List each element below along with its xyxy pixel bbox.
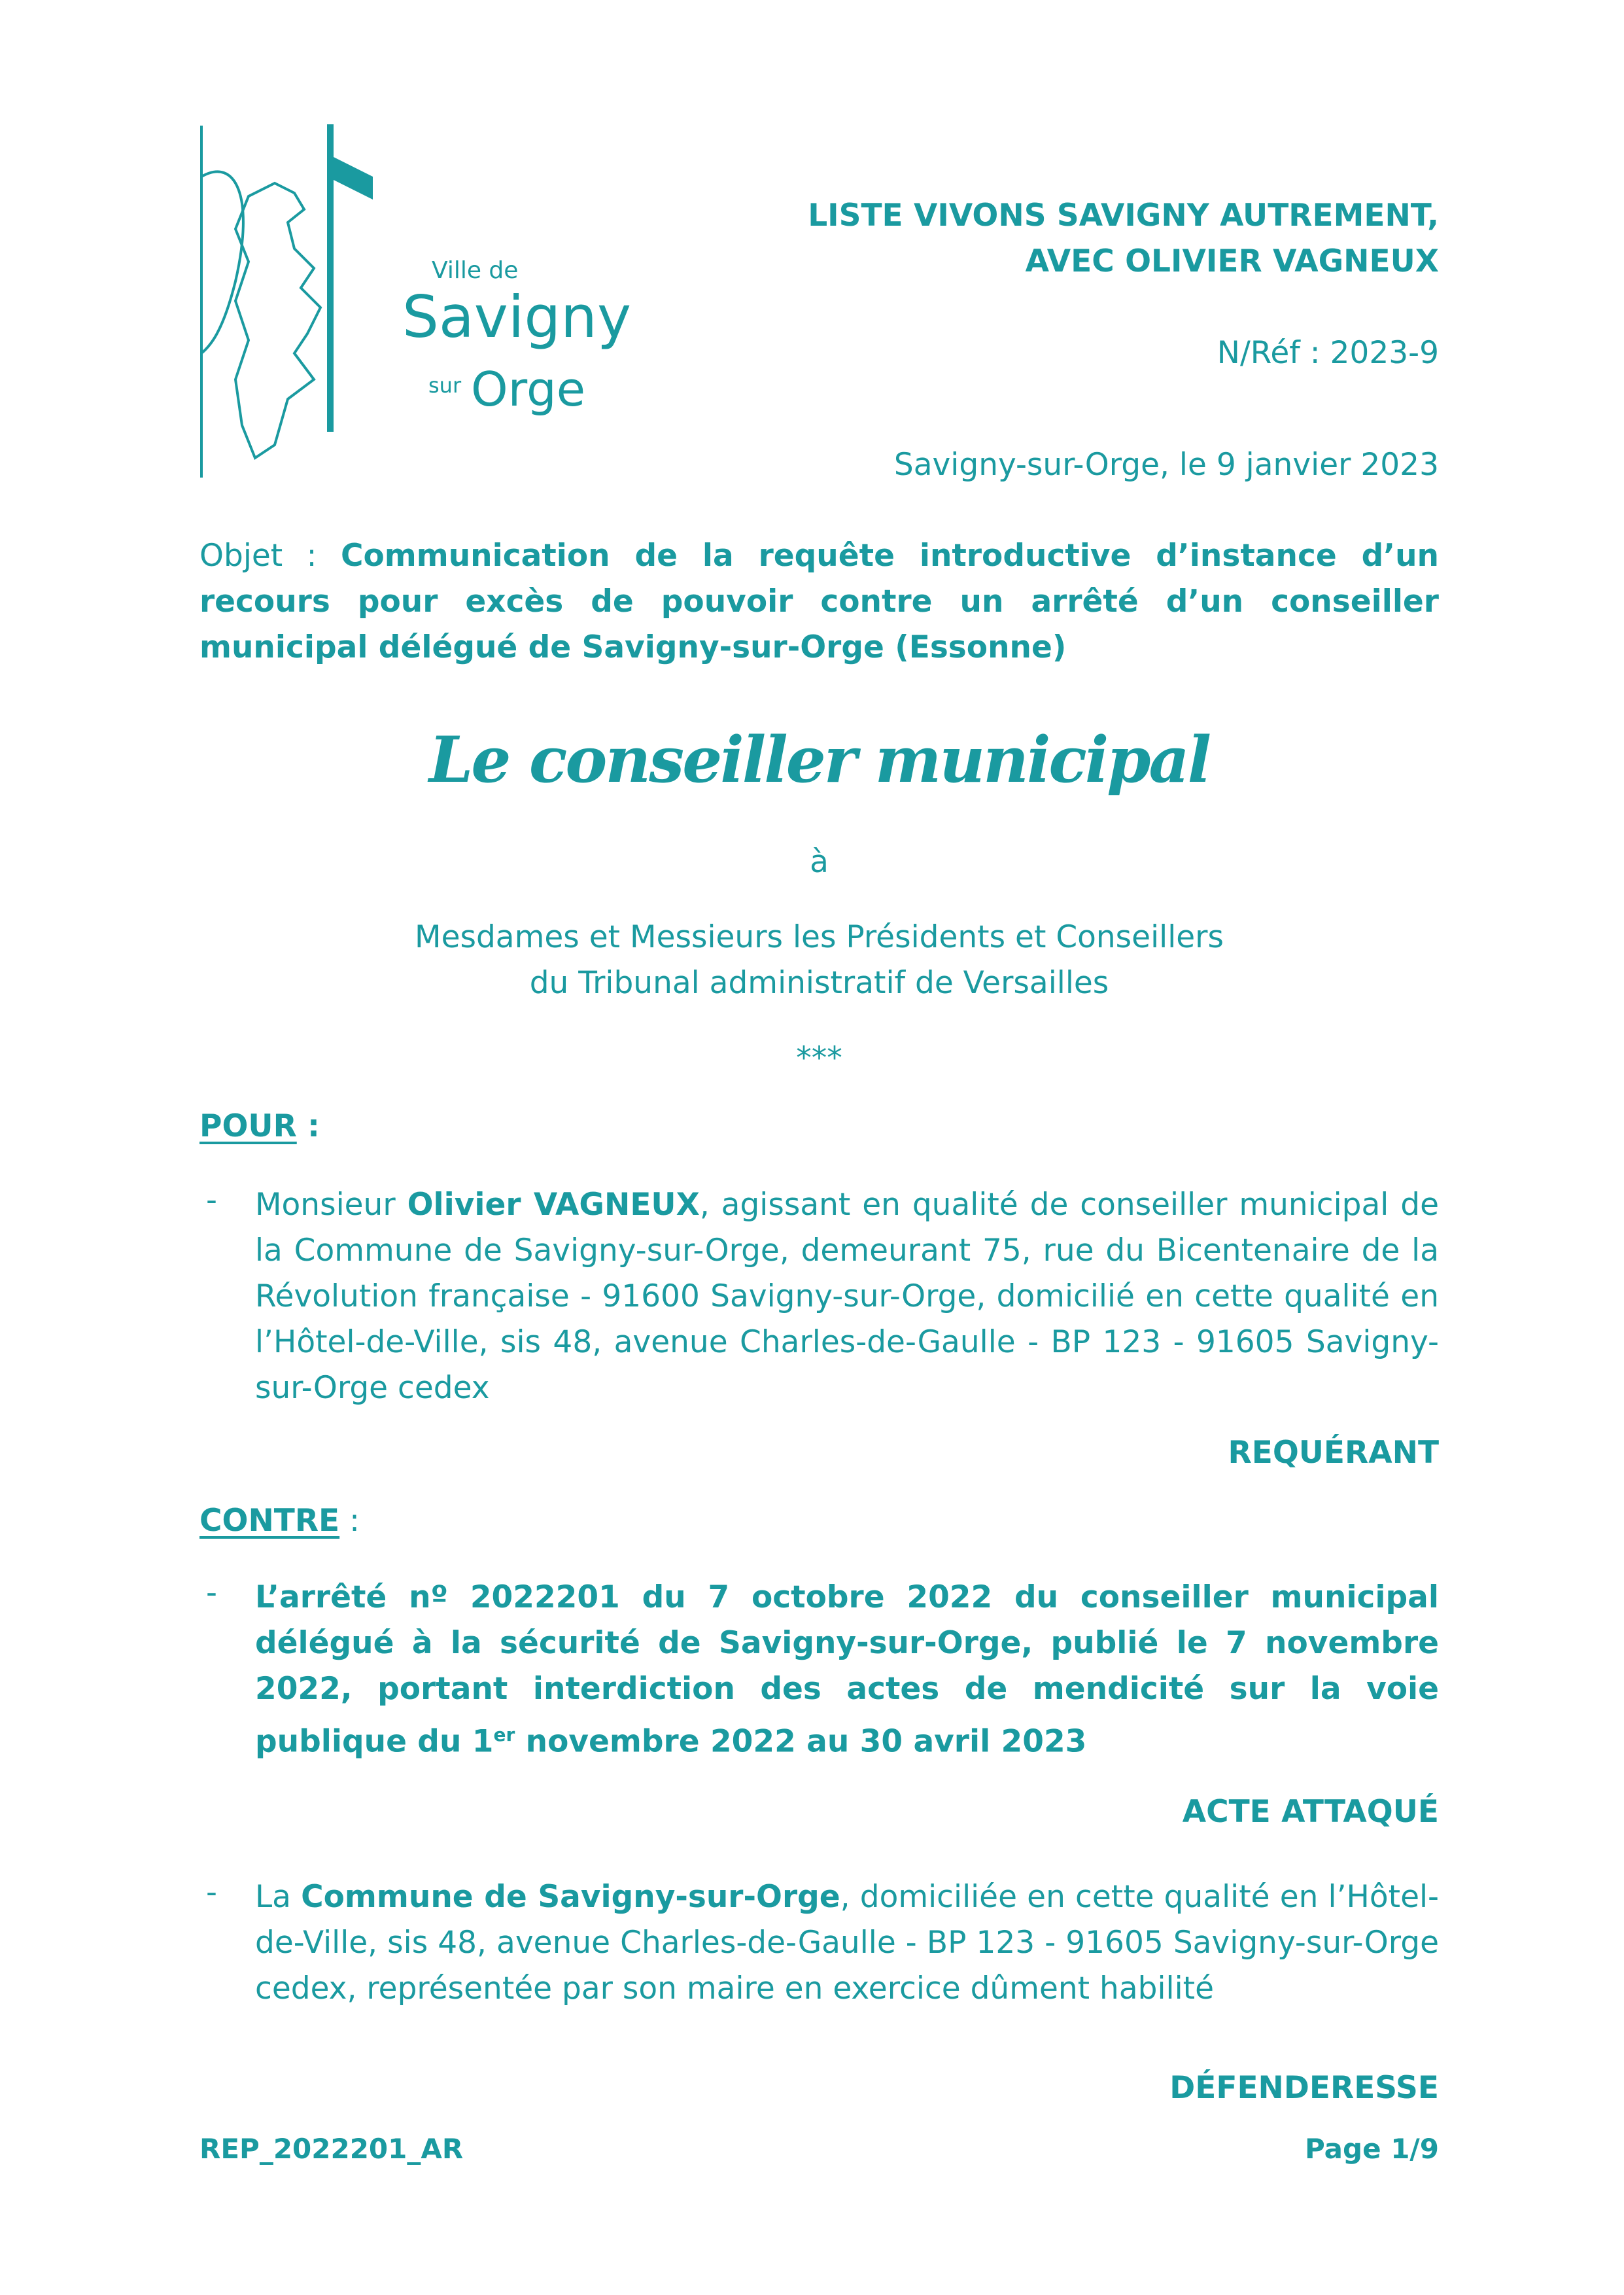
sender-title: Le conseiller municipal — [428, 723, 1210, 797]
logo-orge: Orge — [471, 362, 586, 417]
separator: *** — [796, 1040, 842, 1076]
list-dash: - — [206, 1182, 217, 1218]
act-role: ACTE ATTAQUÉ — [1182, 1794, 1439, 1830]
sender-line-2: AVEC OLIVIER VAGNEUX — [1025, 243, 1439, 279]
sender-line-1: LISTE VIVONS SAVIGNY AUTREMENT, — [808, 198, 1439, 234]
contested-act-paragraph: L’arrêté nº 2022201 du 7 octobre 2022 du conseiller municipal délégué à la sécurité de Savigny-sur-Orge, publié le 7 novembre 2022, portant interdiction des actes de mendicité sur la voie publique du 1er novembre 2022 au 30 avril 2023 — [255, 1579, 1439, 1760]
place-date: Savigny-sur-Orge, le 9 janvier 2023 — [893, 447, 1439, 483]
list-dash: - — [206, 1874, 217, 1910]
city-logo — [196, 118, 632, 491]
object-label: Objet : — [199, 538, 317, 574]
defendant-name: Commune de Savigny-sur-Orge — [301, 1879, 840, 1915]
requerant-name: Olivier VAGNEUX — [407, 1187, 700, 1223]
addressee-to: à — [810, 844, 829, 880]
addressee-line-1: Mesdames et Messieurs les Présidents et Conseillers — [415, 919, 1224, 955]
list-dash: - — [206, 1575, 217, 1611]
logo-savigny: Savigny — [402, 283, 632, 351]
logo-sur: sur — [428, 373, 462, 398]
defendant-paragraph: La Commune de Savigny-sur-Orge, domiciliée en cette qualité en l’Hôtel-de-Ville, sis 48, avenue Charles-de-Gaulle - BP 123 - 91605 Savigny-sur-Orge cedex, représentée par son maire en exercice dûment habilité — [255, 1879, 1440, 2006]
footer-doc-id: REP_2022201_AR — [199, 2133, 464, 2165]
pour-heading: POUR : — [199, 1108, 320, 1144]
addressee-line-2: du Tribunal administratif de Versailles — [529, 965, 1109, 1001]
requerant-paragraph: Monsieur Olivier VAGNEUX, agissant en qualité de conseiller municipal de la Commune de Savigny-sur-Orge, demeurant 75, rue du Bicentenaire de la Révolution française - 91600 Savigny-sur-Orge, domicilié en cette qualité en l’Hôtel-de-Ville, sis 48, avenue Charles-de-Gaulle - BP 123 - 91605 Savigny-sur-Orge cedex — [255, 1187, 1439, 1406]
contre-heading: CONTRE : — [199, 1503, 360, 1539]
defendant-role: DÉFENDERESSE — [1169, 2070, 1439, 2106]
object-paragraph — [199, 533, 1439, 671]
requerant-role: REQUÉRANT — [1228, 1435, 1439, 1471]
object-text: Communication de la requête introductive d’instance d’un recours pour excès de pouvoir contre un arrêté d’un conseiller municipal délégué de Savigny-sur-Orge (Essonne) — [199, 538, 1439, 665]
footer-page-number: Page 1/9 — [1305, 2133, 1439, 2165]
lion-emblem-icon — [196, 118, 632, 491]
logo-ville-de: Ville de — [432, 257, 519, 284]
reference: N/Réf : 2023-9 — [1217, 335, 1439, 371]
